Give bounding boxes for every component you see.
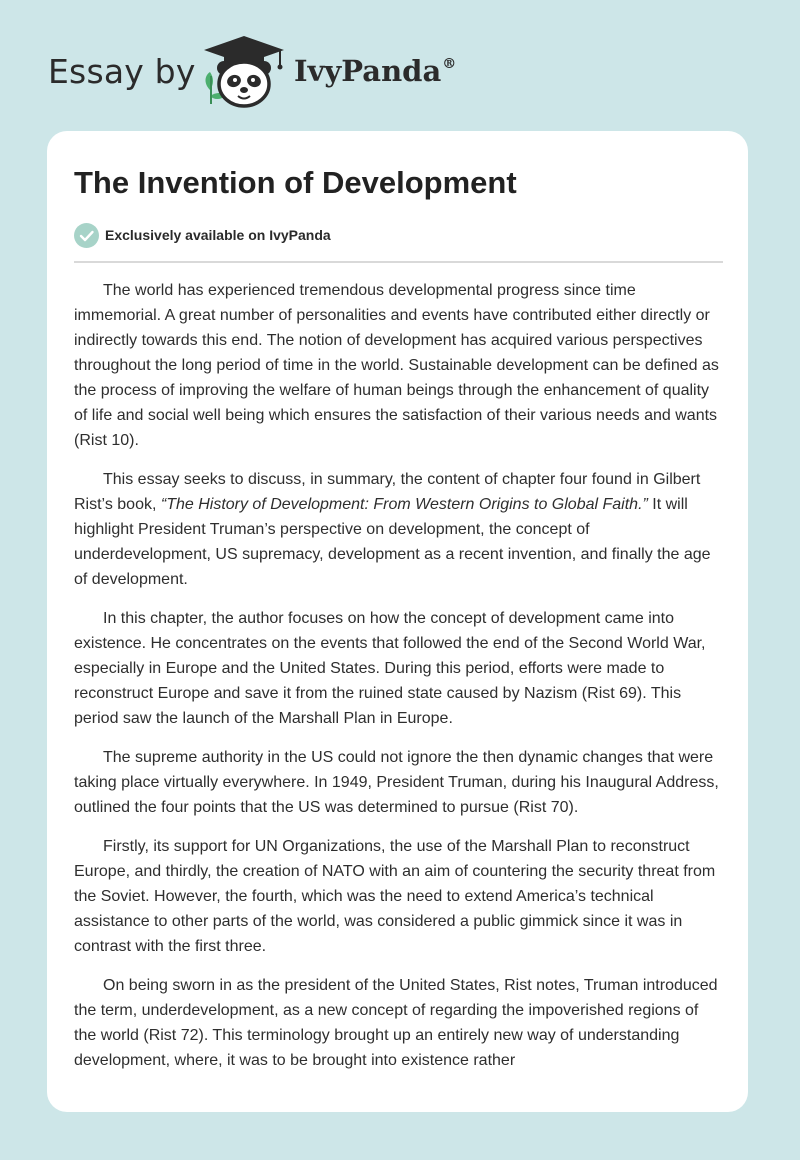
paragraph: The world has experienced tremendous developmental progress since time immemorial. A great number of personalities and events have contributed either directly or indirectly towards this end. The notion of development has acquired various perspectives throughout the long period of time in the world. Sustainable development can be defined as the process of improving the welfare of human beings through the enhancement of quality of life and social well being which ensures the satisfaction of their various needs and wants (Rist 10). xyxy=(74,282,719,449)
panda-logo-icon[interactable] xyxy=(200,34,290,110)
check-circle-icon xyxy=(74,223,99,248)
paragraph: In this chapter, the author focuses on how the concept of development came into existence. He concentrates on the events that followed the end of the Second World War, especially in Europe and the United States. During this period, efforts were made to reconstruct Europe and save it from the ruined state caused by Nazism (Rist 69). This period saw the launch of the Marshall Plan in Europe. xyxy=(74,610,706,727)
essay-card xyxy=(47,131,748,1112)
paragraph: The supreme authority in the US could not ignore the then dynamic changes that were taking place virtually everywhere. In 1949, President Truman, during his Inaugural Address, outlined the four points that the US was determined to pursue (Rist 70). xyxy=(74,749,719,816)
essay-body xyxy=(74,278,724,1087)
exclusive-badge xyxy=(74,222,331,248)
page-title: The Invention of Development xyxy=(74,165,517,200)
brand-name[interactable]: IvyPanda® xyxy=(294,54,457,88)
registered-mark: ® xyxy=(442,56,457,72)
paragraph: This essay seeks to discuss, in summary, the content of chapter four found in Gilbert Rist’s book, “The History of Development: From Western Origins to Global Faith.” It will highlight President Truman’s perspective on development, the concept of underdevelopment, US supremacy, development as a recent invention, and finally the age of development. xyxy=(74,471,711,588)
paragraph: Firstly, its support for UN Organizations, the use of the Marshall Plan to reconstruct Europe, and thirdly, the creation of NATO with an aim of countering the security threat from the Soviet. However, the fourth, which was the need to extend America’s technical assistance to other parts of the world, was considered a public gimmick since it was in contrast with the first three. xyxy=(74,838,716,955)
brand-prefix: Essay by xyxy=(48,52,196,91)
site-header xyxy=(48,30,488,110)
divider xyxy=(74,261,723,263)
paragraph: On being sworn in as the president of the United States, Rist notes, Truman introduced the term, underdevelopment, as a new concept of regarding the impoverished regions of the world (Rist 72). This terminology brought up an entirely new way of understanding development, where, it was to be brought into existence rather xyxy=(74,977,718,1069)
book-title: “The History of Development: From Western Origins to Global Faith.” xyxy=(160,496,648,513)
exclusive-badge-label: Exclusively available on IvyPanda xyxy=(105,227,331,243)
